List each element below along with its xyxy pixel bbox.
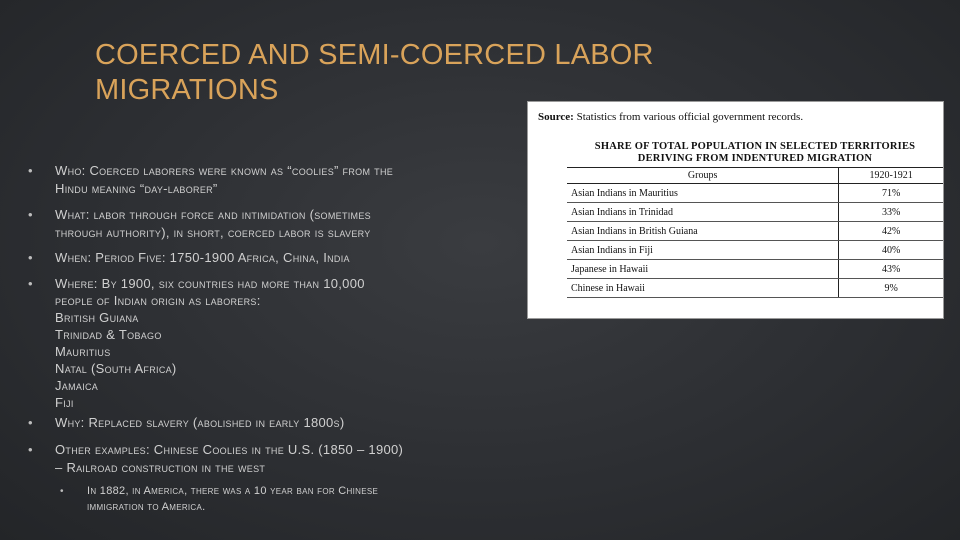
table-row (567, 184, 943, 203)
bullet-text (55, 275, 530, 411)
bullet-dot: • (60, 486, 64, 497)
bullet-dot: • (28, 442, 33, 457)
source-label: Source: (538, 111, 574, 123)
bullet-line: Fiji (55, 395, 74, 410)
group-cell: Asian Indians in Mauritius (567, 184, 839, 203)
group-cell: Asian Indians in Trinidad (567, 203, 839, 222)
value-cell: 33% (839, 203, 943, 222)
bullet-line: Jamaica (55, 378, 99, 393)
group-cell: Japanese in Hawaii (567, 260, 839, 279)
bullet-line: Trinidad & Tobago (55, 327, 162, 342)
bullet-line: through authority), in short, coerced labor is slavery (55, 225, 371, 240)
bullet-text (87, 483, 562, 515)
value-cell: 42% (839, 222, 943, 241)
table-row (567, 222, 943, 241)
bullet-line: immigration to America. (87, 501, 206, 513)
bullet-line: Other examples: Chinese Coolies in the U.S. (1850 – 1900) (55, 442, 404, 457)
bullet-line: British Guiana (55, 310, 139, 325)
table-row (567, 203, 943, 222)
table-row (567, 241, 943, 260)
value-cell: 43% (839, 260, 943, 279)
slide-title: COERCED AND SEMI-COERCED LABOR MIGRATIONS (95, 39, 654, 106)
bullet-line: Who: Coerced laborers were known as “coolies” from the (55, 163, 394, 178)
bullet-text (55, 249, 530, 267)
bullet-line: In 1882, in America, there was a 10 year ban for Chinese (87, 485, 379, 497)
bullet-dot: • (28, 250, 33, 265)
value-cell: 71% (839, 184, 943, 203)
bullet-line: Natal (South Africa) (55, 361, 177, 376)
bullet-line: people of Indian origin as laborers: (55, 293, 261, 308)
statistics-table-image (527, 101, 944, 319)
bullet-text (55, 414, 530, 432)
table-caption: SHARE OF TOTAL POPULATION IN SELECTED TERRITORIES DERIVING FROM INDENTURED MIGRATION (594, 141, 916, 164)
bullet-line: – Railroad construction in the west (55, 460, 266, 475)
source-text: Statistics from various official government records. (576, 111, 804, 123)
group-cell: Asian Indians in British Guiana (567, 222, 839, 241)
bullet-dot: • (28, 207, 33, 222)
bullet-text (55, 441, 530, 477)
group-cell: Chinese in Hawaii (567, 279, 839, 298)
bullet-line: Why: Replaced slavery (abolished in early 1800s) (55, 415, 345, 430)
bullet-line: What: labor through force and intimidation (sometimes (55, 207, 371, 222)
bullet-text (55, 162, 530, 198)
bullet-line: Hindu meaning “day-laborer” (55, 181, 218, 196)
population-table (567, 141, 943, 298)
bullet-dot: • (28, 163, 33, 178)
source-note (538, 111, 803, 123)
group-cell: Asian Indians in Fiji (567, 241, 839, 260)
bullet-line: When: Period Five: 1750-1900 Africa, China, India (55, 250, 350, 265)
bullet-text (55, 206, 530, 242)
bullet-line: Mauritius (55, 344, 111, 359)
value-cell: 9% (839, 279, 943, 298)
bullet-dot: • (28, 415, 33, 430)
table-row (567, 260, 943, 279)
bullet-dot: • (28, 276, 33, 291)
value-cell: 40% (839, 241, 943, 260)
header-groups: Groups (567, 168, 839, 184)
bullet-line: Where: By 1900, six countries had more than 10,000 (55, 276, 365, 291)
table-row (567, 279, 943, 298)
header-year: 1920-1921 (839, 168, 943, 184)
